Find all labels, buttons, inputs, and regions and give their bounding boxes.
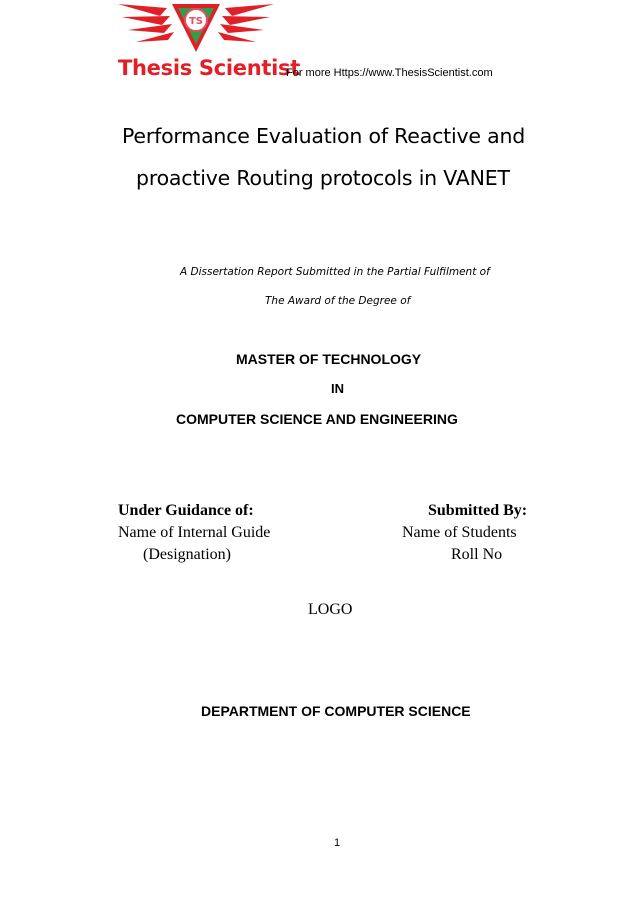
degree-field: COMPUTER SCIENCE AND ENGINEERING [176,411,458,427]
title-line-1: Performance Evaluation of Reactive and [122,124,526,148]
guidance-heading: Under Guidance of: [118,502,254,519]
submitted-heading: Submitted By: [428,502,528,519]
department-name: DEPARTMENT OF COMPUTER SCIENCE [201,703,471,719]
header-link[interactable]: For more Https://www.ThesisScientist.com [286,67,493,79]
logo-placeholder: LOGO [308,601,353,618]
submission-line-2: The Award of the Degree of [265,295,411,307]
guide-name: Name of Internal Guide [118,524,271,541]
page-number: 1 [334,837,341,849]
degree-connector: IN [331,381,344,396]
title-line-2: proactive Routing protocols in VANET [136,166,510,190]
svg-text:TS: TS [188,16,204,27]
student-name: Name of Students [402,524,517,541]
guide-designation: (Designation) [143,546,231,563]
submission-line-1: A Dissertation Report Submitted in the Partial Fulfilment of [180,266,490,278]
degree-name: MASTER OF TECHNOLOGY [236,351,422,367]
roll-number: Roll No [451,546,503,563]
brand-name: Thesis Scientist [118,56,300,80]
